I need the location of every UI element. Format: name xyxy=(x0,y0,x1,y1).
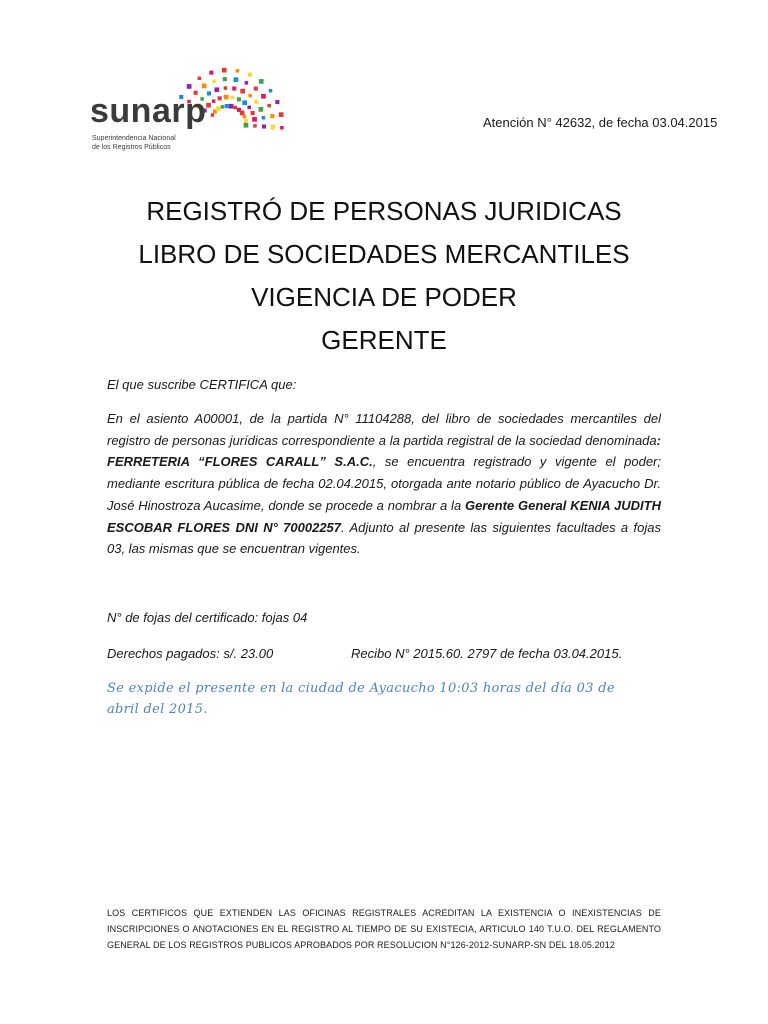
logo-subtitle xyxy=(92,134,212,152)
body-part-3: . Adjunto al presente las siguientes facultades a fojas 03, las mismas que se encuentran vigentes. xyxy=(107,519,661,557)
sunarp-logo xyxy=(88,62,288,158)
certificate-body xyxy=(107,408,661,560)
title-line-2: LIBRO DE SOCIEDADES MERCANTILES xyxy=(138,239,630,269)
title-line-4: GERENTE xyxy=(321,325,447,355)
receipt-number: Recibo N° 2015.60. 2797 de fecha 03.04.2015. xyxy=(351,646,623,661)
body-part-2: , se encuentra registrado y vigente el poder; mediante escritura pública de fecha 02.04.2015, otorgada ante notario público de Ayacucho Dr. José Hinostroza Aucasime, donde se procede a nombrar a la xyxy=(107,454,661,513)
title-line-3: VIGENCIA DE PODER xyxy=(251,282,517,312)
company-name: : FERRETERIA “FLORES CARALL” S.A.C. xyxy=(107,432,661,470)
logo-wordmark: sunarp xyxy=(90,92,207,130)
legal-footer: LOS CERTIFICOS QUE EXTIENDEN LAS OFICINAS REGISTRALES ACREDITAN LA EXISTENCIA O INEXISTENCIAS DE INSCRIPCIONES O ANOTACIONES EN EL REGISTRO AL TIEMPO DE SU EXISTECIA, ARTICULO 140 T.U.O. DEL REGLAMENTO GENERAL DE LOS REGISTROS PUBLICOS APROBADOS POR RESOLUCION N°126-2012-SUNARP-SN DEL 18.05.2012 xyxy=(107,908,661,950)
fees-paid: Derechos pagados: s/. 23.00 xyxy=(107,646,274,661)
issue-statement: Se expide el presente en la ciudad de Ayacucho 10:03 horas del día 03 de abril del 2015. xyxy=(107,681,615,717)
title-line-1: REGISTRÓ DE PERSONAS JURIDICAS xyxy=(146,196,622,226)
manager-name: Gerente General KENIA JUDITH ESCOBAR FLORES DNI N° 70002257 xyxy=(107,497,661,535)
document-title-block xyxy=(0,190,768,362)
body-part-1: En el asiento A00001, de la partida N° 11104288, del libro de sociedades mercantiles del registro de personas jurídicas correspondiente a la partida registral de la sociedad denominada xyxy=(107,411,661,448)
attention-reference: Atención N° 42632, de fecha 03.04.2015 xyxy=(483,115,718,130)
logo-subtitle-line1: Superintendencia Nacional xyxy=(92,135,176,142)
fojas-count: N° de fojas del certificado: fojas 04 xyxy=(107,610,308,625)
logo-subtitle-line2: de los Registros Públicos xyxy=(92,144,171,151)
certifies-intro: El que suscribe CERTIFICA que: xyxy=(107,377,297,392)
